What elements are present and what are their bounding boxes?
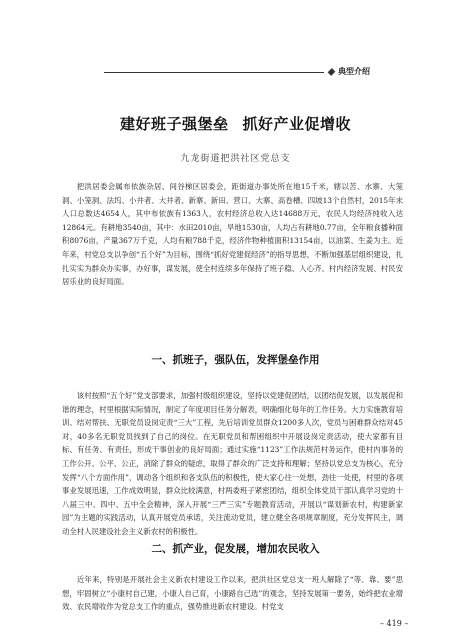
- section-2-paragraph: 近年来，特别是开展社会主义新农村建设工作以来，把洪社区党总支一班人解除了“等、靠、要”思想，牢固树立“小康村自己建，小康人自己育，小康路自己选”的观念，坚持发展第一要务，始终把农业增效、农民增收作为党总支工作的重点，强势推进新农村建设。村党支: [62, 575, 403, 612]
- section-heading-1: 一、抓班子，强队伍，发挥堡垒作用: [151, 354, 320, 366]
- section-heading-2: 二、抓产业，促发展，增加农民收入: [151, 543, 320, 555]
- article-title: [0, 113, 471, 134]
- intro-paragraph: 把洪居委会属布依族杂居、间谷梯区居委会，距街道办事处所在地15千米，辖以苦、水寨、大笼洞、小笼洞、法坞、小井者、大井者、新寨、新田、营口、大寨、高卷槽、四坡13个自然村，2015年末人口总数达4654人，其中布依族有1363人，农村经济总收入达14688万元，农民人均经济纯收入达12864元。有耕地3540亩，其中：水田2010亩，旱地1530亩，人均占有耕地0.77亩，全年粮食播种面积8076亩，产量367万千克，人均有粮788千克，经济作物种植面积13154亩，以油菜、生姜为主。近年来，村党总支以争创“五个好”为目标，围绕“抓好党建促经济”的指导思想，不断加强基层组织建设，扎扎实实为群众办实事，办好事，谋发展，使全村连续多年保持了班子稳、人心齐、村内经济发展、村民安居乐业的良好局面。: [62, 182, 403, 287]
- page-number: – 419 –: [380, 619, 409, 628]
- section-1-paragraph: 该村按照“五个好”党支部要求，加强村级组织建设，坚持以党建促团结，以团结促发展，以发展促和谐的理念，村里根据实际情况，制定了年度项目任务分解表，明确细化每年的工作任务。大力实施教育培训、结对帮扶、无职党员设岗定责“三大”工程，先后培训党员群众1200多人次，党员与困难群众结对45对，40多名无职党员找到了自己的岗位。在无职党员和帮困组织中开展设岗定责活动，使大家都有目标、有任务、有责任，形成干事创业的良好局面；通过实施“1123”工作法规范村务运作，使村内事务的工作公开、公平、公正，消除了群众的疑虑，取得了群众的广泛支持和理解；坚持以党总支为核心，充分发挥“八个方面作用”，调动各个组织和各支队伍的积极性，使大家心往一处想，劲往一处使，村里的各项事业发展迅速，工作成效明显，群众比较满意，村两委班子紧密团结，组织全体党员干部认真学习党的十八届三中、四中、五中全会精神，深入开展“三严三实”专题教育活动，开展以“谋划新农村，构建新家园”为主题的实践活动，认真开展党员承诺，关注流动党员，建立健全各项规章制度，充分发挥民主，调动全村人民建设社会主义新农村的积极性。: [62, 391, 403, 536]
- diamond-marker-icon: [328, 68, 336, 76]
- title-part-2: 抓好产业促增收: [242, 115, 352, 133]
- section-label: 典型介绍: [338, 67, 370, 76]
- title-part-1: 建好班子强堡垒: [119, 115, 229, 133]
- header-rule: [104, 72, 324, 73]
- article-author: 九龙街道把洪社区党总支: [180, 154, 291, 164]
